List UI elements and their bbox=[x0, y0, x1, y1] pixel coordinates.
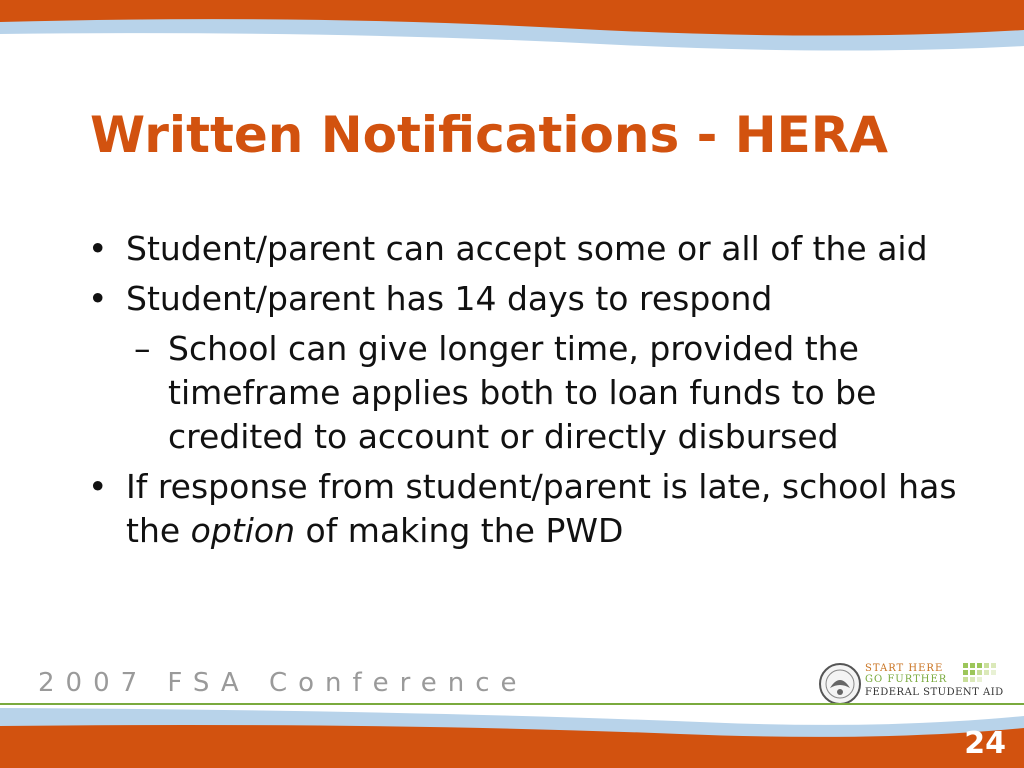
bullet-item bbox=[88, 277, 968, 321]
logo-line-go-further: GO FURTHER bbox=[865, 674, 948, 685]
bullet-item bbox=[88, 465, 968, 553]
bullet-text-post: of making the PWD bbox=[295, 511, 624, 550]
bullet-text: Student/parent can accept some or all of the aid bbox=[126, 229, 928, 268]
slide-title: Written Notifications - HERA bbox=[90, 106, 888, 164]
logo-line-start-here: START HERE bbox=[865, 663, 944, 674]
bullet-text-pre: If response from student/parent is late, school has the bbox=[126, 467, 957, 550]
bullet-marker: • bbox=[88, 229, 108, 268]
conference-footer-text: 2007 FSA Conference bbox=[38, 668, 528, 698]
bullet-list bbox=[88, 227, 968, 559]
bullet-marker: • bbox=[88, 279, 108, 318]
dash-marker: – bbox=[134, 329, 151, 368]
bullet-text: Student/parent has 14 days to respond bbox=[126, 279, 773, 318]
bullet-text-emphasis: option bbox=[190, 511, 296, 550]
sub-bullet-item bbox=[134, 327, 968, 459]
bottom-decorative-band bbox=[0, 700, 1024, 768]
sub-bullet-text: School can give longer time, provided the timeframe applies both to loan funds to be credited to account or directly disbursed bbox=[168, 329, 877, 456]
top-decorative-band bbox=[0, 0, 1024, 64]
slide-number: 24 bbox=[964, 726, 1006, 761]
fsa-logo-grid-icon bbox=[963, 663, 1011, 685]
logo-line-federal-student-aid: FEDERAL STUDENT AID bbox=[865, 687, 1004, 698]
bullet-marker: • bbox=[88, 467, 108, 506]
bullet-item bbox=[88, 227, 968, 271]
fsa-logo bbox=[865, 663, 1015, 703]
